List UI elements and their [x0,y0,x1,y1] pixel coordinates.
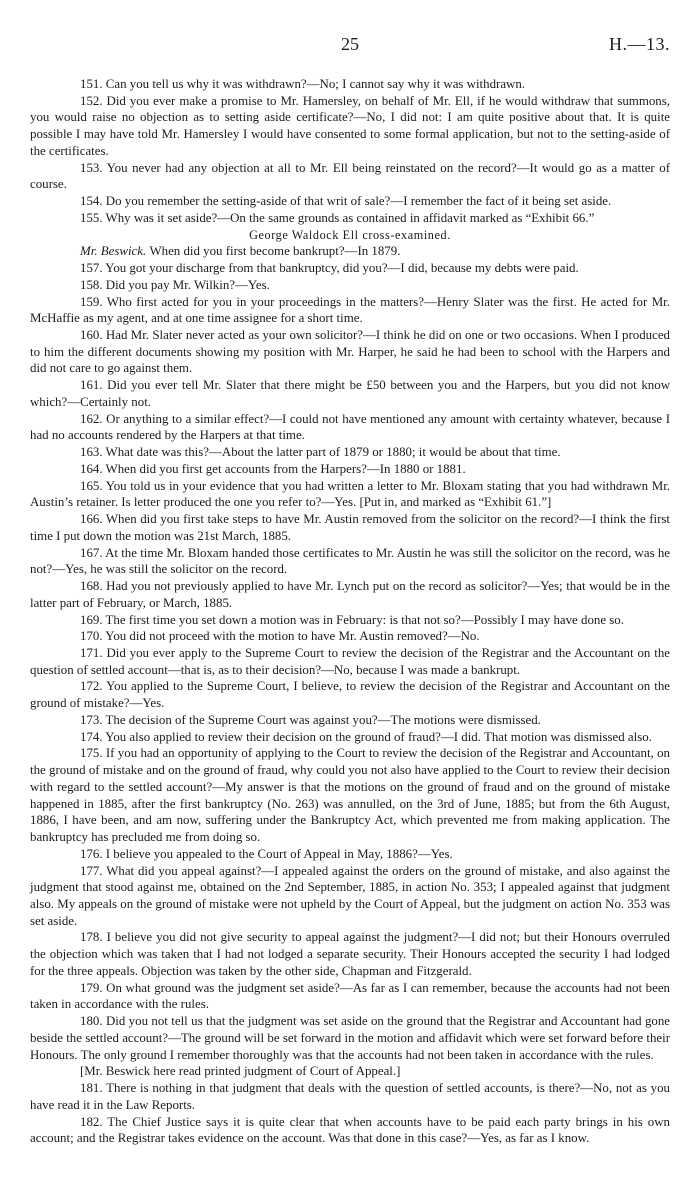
question-answer: 179. On what ground was the judgment set aside?—As far as I can remember, because the accounts had not been taken in accordance with the rules. [30,980,670,1012]
question-answer: 170. You did not proceed with the motion to have Mr. Austin removed?—No. [80,629,480,644]
question-answer: 154. Do you remember the setting-aside of that writ of sale?—I remember the fact of it being set aside. [80,194,612,209]
question-answer: 178. I believe you did not give security to appeal against the judgment?—I did not; but their Honours overruled the objection which was taken that I had not lodged a separate security. Their Honours accepted the security I had lodged for the three appeals. Objection was taken by the other side, Chapman and Fitzgerald. [30,930,670,978]
question-answer: 162. Or anything to a similar effect?—I could not have mentioned any amount with certainty whatever, because I had no accounts rendered by the Harpers at that time. [30,411,670,443]
question-answer: 180. Did you not tell us that the judgment was set aside on the ground that the Registrar and Accountant had gone beside the settled account?—The ground will be set forward in the motion and affidavit which were set forward before their Honours. The only ground I remember thoroughly was that the accounts had not been taken in accordance with the rules. [30,1014,670,1062]
document-code: H.—13. [609,34,670,54]
question-answer [30,243,670,260]
question-answer: 152. Did you ever make a promise to Mr. Hamersley, on behalf of Mr. Ell, if he would withdraw that summons, you would raise no objection as to setting aside certificate?—No, I did not: I am quite positive about that. It is quite possible I may have told Mr. Hamersley I would have consented to some formal application, but not to the setting-aside of the certificates. [30,93,670,158]
question-answer: 155. Why was it set aside?—On the same grounds as contained in affidavit marked as “Exhibit 66.” [80,210,595,225]
question-answer: 176. I believe you appealed to the Court of Appeal in May, 1886?—Yes. [80,846,453,861]
question-answer: 175. If you had an opportunity of applying to the Court to review the decision of the Registrar and Accountant, on the ground of mistake and on the ground of fraud, why could you not also have applied to the Court to review their decision with regard to the settled account?—My answer is that the motions on the ground of fraud and on the ground of mistake happened in 1885, after the first bankruptcy (No. 263) was annulled, on the 3rd of June, 1885; but from the 6th August, 1886, I have been, and am now, suffering under the Bankruptcy Act, which prevented me from making application. The bankruptcy has precluded me from doing so. [30,746,670,845]
page-number: 25 [341,34,359,54]
question-answer: 165. You told us in your evidence that you had written a letter to Mr. Bloxam stating that you had withdrawn Mr. Austin’s retainer. Is letter produced the one you refer to?—Yes. [Put in, and marked as “Exhibit 61.”] [30,478,670,510]
question-answer: 164. When did you first get accounts from the Harpers?—In 1880 or 1881. [80,461,466,476]
question-answer: 168. Had you not previously applied to have Mr. Lynch put on the record as solicitor?—Yes; that would be in the latter part of February, or March, 1885. [30,579,670,610]
transcript-body [30,76,670,1147]
question-text: When did you first become bankrupt?—In 1879. [149,244,401,259]
question-answer: 182. The Chief Justice says it is quite clear that when accounts have to be paid each party brings in his own account; and the Registrar takes evidence on the account. Was that done in this case?—Yes, as far as I know. [30,1114,670,1146]
question-answer: 157. You got your discharge from that bankruptcy, did you?—I did, because my debts were paid. [80,261,579,276]
question-answer: 173. The decision of the Supreme Court was against you?—The motions were dismissed. [80,712,541,727]
question-answer: 158. Did you pay Mr. Wilkin?—Yes. [80,277,270,292]
question-answer: 171. Did you ever apply to the Supreme Court to review the decision of the Registrar and the Accountant on the question of settled account—that is, as to their decision?—No, because I was made a bankrupt. [30,645,670,677]
question-answer: 159. Who first acted for you in your proceedings in the matters?—Henry Slater was the first. He acted for Mr. McHaffie as my agent, and at one time assignee for a short time. [30,294,670,326]
question-answer: 174. You also applied to review their decision on the ground of fraud?—I did. That motion was dismissed also. [80,729,652,744]
question-answer: 163. What date was this?—About the latter part of 1879 or 1880; it would be about that time. [80,445,561,460]
question-answer: 169. The first time you set down a motion was in February: is that not so?—Possibly I may have done so. [80,612,624,627]
question-answer: 181. There is nothing in that judgment that deals with the question of settled accounts, is there?—No, not as you have read it in the Law Reports. [30,1081,670,1112]
page-header [0,34,700,56]
question-answer: 153. You never had any objection at all to Mr. Ell being reinstated on the record?—It would go as a matter of course. [30,160,670,192]
question-answer: 167. At the time Mr. Bloxam handed those certificates to Mr. Austin he was still the solicitor on the record, was he not?—Yes, he was still the solicitor on the record. [30,545,670,577]
stage-direction: [Mr. Beswick here read printed judgment of Court of Appeal.] [80,1064,401,1079]
question-answer: 161. Did you ever tell Mr. Slater that there might be £50 between you and the Harpers, but you did not know which?—Certainly not. [30,378,670,409]
question-answer: 172. You applied to the Supreme Court, I believe, to review the decision of the Registrar and Accountant on the ground of mistake?—Yes. [30,679,670,711]
question-answer: 166. When did you first take steps to have Mr. Austin removed from the solicitor on the record?—I think the first time I put down the motion was 21st March, 1885. [30,512,670,543]
cross-examination-heading [30,227,670,244]
question-answer: 151. Can you tell us why it was withdrawn?—No; I cannot say why it was withdrawn. [80,77,526,91]
question-answer: 177. What did you appeal against?—I appealed against the orders on the ground of mistake, and also against the judgment that stood against me, obtained on the 2nd September, 1885, in action No. 353; I appealed against that judgment also. My appeals on the ground of mistake were not upheld by the Court of Appeal, but the judgment on action No. 353 was set aside. [30,863,670,928]
examiner-name: Mr. Beswick. [80,244,147,259]
question-answer: 160. Had Mr. Slater never acted as your own solicitor?—I think he did on one or two occasions. When I produced to him the different documents showing my position with Mr. Harper, he said he had been to school with the Harpers and did not care to go against them. [30,328,670,376]
cross-examination-heading-text: George Waldock Ell cross-examined. [249,227,451,242]
